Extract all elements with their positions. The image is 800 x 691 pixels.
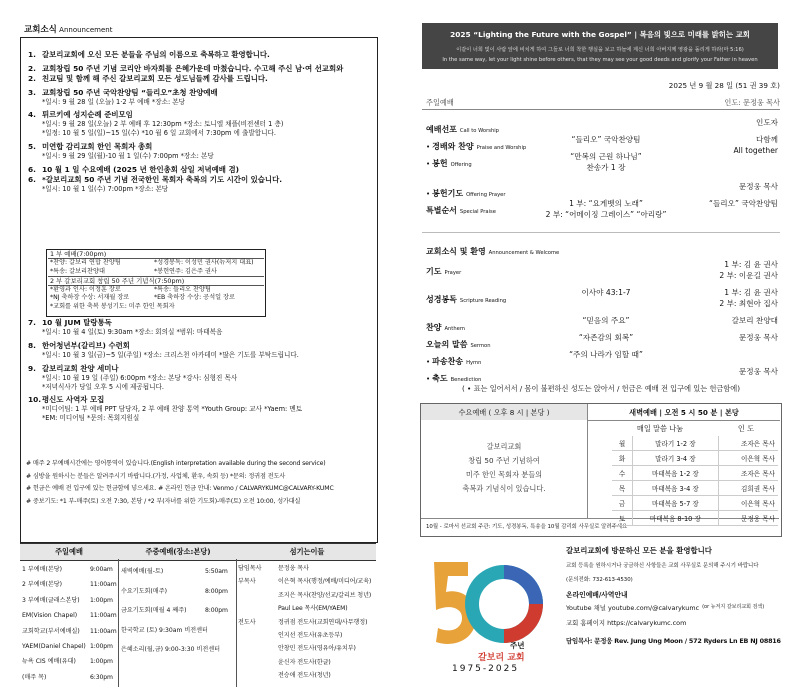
worship-order-leader	[719, 259, 778, 281]
wed-message-line: 갈보리교회	[486, 442, 522, 451]
dawn-day: 목	[612, 481, 633, 496]
schedule-col3-title: 섬기는이들	[289, 547, 325, 556]
schedule-value: 5:50am	[205, 568, 228, 575]
schedule-row	[238, 642, 376, 655]
schedule-label: 수요기도회(매주)	[121, 587, 167, 595]
announcement-number: 9.	[28, 363, 36, 373]
worship-detail-line: “만복의 근원 하나님”	[570, 152, 642, 161]
schedule-value: 6:30pm	[90, 673, 113, 681]
worship-detail-line: “들리오” 국악찬양팀	[571, 135, 641, 144]
schedule-value: 1:00pm	[90, 658, 113, 666]
announcement-heading	[28, 364, 373, 374]
schedule-row	[22, 639, 118, 654]
anniversary-program	[48, 250, 264, 311]
announcement-number: 1.	[28, 50, 36, 59]
worship-order-row	[426, 134, 780, 155]
welcome-block	[566, 546, 782, 645]
announcement-heading	[28, 318, 373, 328]
worship-order-en: Call to Worship	[459, 128, 499, 134]
worship-order-kr: 특별순서	[426, 206, 457, 215]
standing-bullet: •	[426, 375, 431, 383]
order-mid-rule	[422, 232, 780, 233]
announcement-number: 8.	[28, 340, 36, 350]
schedule-value: 8:00pm	[205, 587, 228, 595]
announcement-text: 교회창립 50 주년 국악찬양팀 “들리오”초청 찬양예배	[42, 87, 218, 97]
dawn-day: 수	[612, 466, 633, 481]
worship-order-leader	[739, 181, 778, 192]
dawn-day: 금	[612, 496, 633, 511]
worship-order-en: Special Praise	[459, 209, 496, 215]
worship-order-en: Praise and Worship	[476, 145, 527, 151]
announcement-text: 10 월 1 일 수요예배 (2025 년 한인총회 삼일 저녁예배 겸)	[42, 164, 239, 174]
worship-order-title	[426, 287, 506, 306]
worship-notice: ( • 표는 일어서서 / 몸이 불편하신 성도는 앉아서 / 헌금은 예배 전 입구에 있는 헌금함에)	[461, 384, 741, 393]
banner-title: 2025 “Lighting the Future with the Gospel” | 복음의 빛으로 미래를 밝히는 교회	[450, 30, 750, 39]
wed-divider	[587, 404, 588, 518]
service-label: 주일예배	[426, 98, 454, 107]
announcement-detail: *일시: 10 월 3 일(금)~5 일(주일) *장소: 크리스천 아카데미 *많은 기도를 부탁드립니다.	[42, 350, 299, 359]
schedule-label	[238, 589, 278, 602]
worship-leader-line: 인도자	[755, 118, 778, 127]
schedule-value: 윤신자 전도사(한글)	[278, 658, 331, 666]
youtube-line	[566, 603, 782, 612]
schedule-label: 전도사	[238, 618, 256, 626]
worship-order-detail	[526, 349, 686, 360]
wed-message-line: 미주 한인 목회자 분들의	[465, 470, 543, 479]
banner-verse-en: In the same way, let your light shine before others, that they may see your good deeds and glorify your Father in heaven	[442, 57, 758, 63]
dawn-title: 새벽예배 | 오전 5 시 50 분 | 본당	[629, 408, 739, 417]
schedule-row	[238, 656, 376, 669]
schedule-value: 9:00am	[90, 566, 113, 573]
dawn-row	[612, 466, 778, 481]
schedule-label	[238, 602, 278, 615]
schedule-value: 이은혁 목사(행정/예배/미디어/교육)	[278, 578, 372, 586]
announcement-heading	[28, 395, 373, 405]
worship-order-row	[426, 198, 780, 228]
worship-order-row	[426, 181, 780, 198]
worship-leader-line: 2 부: 최현아 집사	[719, 299, 778, 308]
announcement-text: 교회창립 50 주년 기념 코리안 바자회를 은혜가운데 마쳤습니다. 수고해 주신 남·여 선교회와	[42, 63, 344, 73]
worship-leader-line: 다함께	[755, 135, 778, 144]
program-row	[48, 259, 264, 267]
worship-order-title	[426, 366, 481, 385]
announcement-text: 10 월 JUM 탈랑통독	[42, 318, 112, 327]
announcement-item	[28, 110, 373, 138]
announcement-item	[28, 165, 373, 194]
schedule-row	[238, 575, 376, 588]
welcome-phone: (문의전화: 732-613-4530)	[566, 577, 633, 584]
schedule-value: 1:00pm	[90, 596, 113, 604]
announcement-item	[28, 341, 373, 360]
schedule-value: 문정웅 목사	[278, 565, 309, 572]
service-leader: 인도: 문정웅 목사	[724, 98, 780, 107]
announcement-item	[28, 142, 373, 161]
worship-order-en: Scripture Reading	[459, 298, 507, 304]
schedule-value: Paul Lee 목사(EM/YAEM)	[278, 605, 348, 613]
schedule-value: 인지선 전도사(유초등부)	[278, 632, 343, 640]
worship-order-detail	[526, 151, 686, 173]
dawn-row	[612, 436, 778, 451]
announcement-list-2	[28, 318, 373, 427]
worship-leader-line: 문정웅 목사	[738, 182, 778, 191]
announcement-text: 미연합 감리교회 한인 목회자 총회	[42, 142, 153, 152]
worship-order-en: Sermon	[470, 343, 491, 349]
schedule-label: EM(Vision Chapel)	[22, 612, 78, 620]
schedule-label: 금요기도회(매월 4 째주)	[121, 607, 187, 615]
announcement-detail: *일정: 10 월 5 일(일)~15 일(수) *10 월 6 일 교회에서 7:30pm 에 출발합니다.	[42, 129, 276, 138]
announcement-detail: *일시: 10 월 1 일(수) 7:00pm *장소: 본당	[42, 184, 169, 193]
schedule-divider-1	[118, 559, 119, 687]
dawn-passage: 마태복음 5-7 장	[633, 496, 719, 511]
announcement-heading	[28, 74, 373, 84]
worship-order-kr: 경배와 찬양	[432, 142, 474, 151]
worship-order-row	[426, 239, 780, 259]
standing-bullet: •	[426, 143, 431, 151]
announcement-number: 4.	[28, 110, 36, 120]
dawn-row	[612, 496, 778, 511]
announcement-number: 3.	[28, 87, 36, 97]
schedule-row	[22, 654, 118, 669]
schedule-label: 교회학교(부서예배실)	[22, 627, 80, 635]
schedule-servants	[238, 562, 376, 683]
program-row	[48, 294, 264, 302]
program-cell: *환영과 인사: 이정훈 장로	[50, 286, 121, 294]
worship-order-en: Hymn	[466, 360, 482, 366]
announcement-detail: *미디어팀: 1 부 예배 PPT 담당자, 2 부 예배 찬양 통역 *Youth Group: 교사 *Yaem: 멘토	[42, 405, 303, 414]
dawn-leader: 김희권 목사	[718, 481, 778, 496]
welcome-title: 갈보리교회에 방문하신 모든 분을 환영합니다	[566, 546, 712, 555]
schedule-label: YAEM(Daniel Chapel)	[22, 643, 86, 651]
program-cell: *봉헌연주: 김은주 권사	[154, 267, 217, 275]
dawn-passage: 마태복음 8-10 장	[633, 511, 719, 526]
schedule-row	[121, 562, 235, 582]
program-cell: *교회를 위한 축복 봉성기도: 미주 한인 목회자	[50, 302, 175, 310]
dawn-row	[612, 481, 778, 496]
worship-order-kr: 찬양	[426, 323, 442, 332]
worship-detail-line: “믿음의 주요”	[582, 316, 630, 325]
announcement-detail: *일시: 10 월 19 일 (주일) 6:00pm *장소: 본당 *강사: 심형진 목사	[42, 373, 238, 382]
program-cell: *NJ 축하장 수상: 서재월 장로	[50, 294, 130, 302]
worship-order-title	[426, 198, 496, 217]
theme-banner	[422, 23, 778, 69]
schedule-value: 1:00pm	[90, 643, 113, 651]
worship-order-en: Benediction	[450, 377, 482, 383]
schedule-divider-2	[236, 559, 237, 687]
pastor-address: 담임목사: 문정웅 Rev. Jung Ung Moon / 572 Ryders Ln EB NJ 08816	[566, 636, 781, 645]
announcement-heading	[28, 175, 373, 185]
worship-order-en: Announcement & Welcome	[488, 250, 560, 256]
worship-order-detail	[526, 134, 686, 145]
wed-message-line: 창립 50 주년 기념하여	[468, 456, 540, 465]
wed-footnote: 10월 - 로마서 선교회 주관: 기도, 성경봉독, 특송을 10월 감리회 사무실로 알려주세요	[426, 524, 628, 530]
worship-leader-line: 2 부: 이운길 권사	[719, 271, 778, 280]
worship-order-kr: 오늘의 말씀	[426, 340, 468, 349]
announcement-heading	[28, 88, 373, 98]
note-line: # 심방을 원하시는 분들은 알려주시기 바랍니다.(가정, 사업체, 환우, 속회 등) *문의: 정귀점 전도사	[26, 472, 286, 480]
worship-order-row	[426, 259, 780, 287]
announcement-text: *갈보리교회 50 주년 기념 전국한인 목회자 축복의 기도 시간이 있습니다.	[42, 174, 283, 184]
worship-order-kr: 축도	[432, 374, 448, 383]
dawn-day: 월	[612, 436, 633, 451]
announcement-number: 5.	[28, 142, 36, 152]
schedule-label: 한국학교 (토) 9:30am 비전센터	[121, 626, 208, 634]
schedule-label	[238, 656, 278, 669]
schedule-row	[22, 562, 118, 577]
schedule-label: 새벽예배(월-토)	[121, 568, 164, 575]
wed-message-line: 축복과 기념식이 있습니다.	[462, 484, 546, 493]
schedule-row	[238, 602, 376, 615]
schedule-value: 전승애 전도사(청년)	[278, 672, 331, 680]
worship-order-kr: 성경봉독	[426, 295, 457, 304]
worship-order-row	[426, 332, 780, 349]
announcement-detail: *일시: 9 월 28 일(오늘) 2 부 예배 후 12:30pm *장소: 토니엘 채플(비전센터 1 층)	[42, 120, 284, 129]
worship-leader-line: 1 부: 김 윤 권사	[724, 260, 778, 269]
schedule-value: 안창민 전도사(영유아/유치부)	[278, 645, 356, 653]
schedule-sunday	[22, 562, 118, 685]
announcement-detail: *일시: 9 월 28 일 (오늘) 1·2 부 예배 *장소: 본당	[42, 97, 186, 106]
worship-detail-line: 2 부: “어메이징 그레이스” “아리랑”	[545, 210, 667, 219]
logo-suffix: 주년	[510, 641, 525, 650]
standing-bullet: •	[426, 160, 431, 168]
announcement-item	[28, 318, 373, 337]
schedule-label: 은혜소리(월,금) 9:00-3:30 비전센터	[121, 646, 220, 654]
announcement-list	[28, 50, 373, 198]
worship-detail-line: 찬송가 1 장	[586, 163, 626, 172]
worship-order-row	[426, 349, 780, 366]
worship-detail-line: 1 부: “요게벳의 노래”	[569, 199, 643, 208]
worship-detail-line: 이사야 43:1-7	[581, 288, 631, 297]
schedule-row	[22, 608, 118, 623]
announcement-heading	[28, 50, 373, 60]
schedule-label: (매주 목)	[22, 673, 47, 681]
program-part-title: 1 부 예배(7:00pm)	[48, 250, 264, 259]
banner-verse-kr: 이같이 너희 빛이 사람 앞에 비치게 하여 그들로 너희 착한 행실을 보고 하늘에 계신 너희 아버지께 영광을 돌리게 하라(마 5:16)	[456, 47, 744, 53]
program-cell: *특송: 들리오 찬양팀	[154, 286, 211, 294]
logo-years: 1975-2025	[452, 664, 520, 674]
schedule-row	[22, 670, 118, 685]
schedule-label	[238, 642, 278, 655]
announcement-number: 6.	[28, 174, 36, 184]
dawn-title-rule	[588, 420, 780, 421]
schedule-row	[238, 669, 376, 682]
worship-order-row	[426, 315, 780, 332]
dawn-schedule-table	[612, 436, 778, 526]
standing-bullet: •	[426, 358, 431, 366]
announcement-number: 2.	[28, 63, 36, 73]
note-line: # 중보기도: *1 부-매주(토) 오전 7:30, 본당 / *2 부(자녀를 위한 기도회)-매주(토) 오전 10:00, 성가대실	[26, 497, 301, 505]
announcement-number: 2.	[28, 73, 36, 83]
worship-leader-line: 문정웅 목사	[738, 367, 778, 376]
schedule-value: 8:00pm	[205, 607, 228, 615]
worship-order-title	[426, 239, 559, 258]
announcement-heading	[28, 142, 373, 152]
homepage-link[interactable]: 교회 홈페이지 https://calvarykumc.com	[566, 618, 687, 627]
announcement-item	[28, 395, 373, 423]
note-line: # 매주 2 부예배시간에는 영어통역이 있습니다.(English interpretation available during the second service)	[26, 460, 326, 467]
announcement-item	[28, 64, 373, 84]
schedule-label: 부목사	[238, 578, 256, 586]
schedule-row	[238, 562, 376, 575]
youtube-link[interactable]: Youtube 채널 youtube.com/@calvarykumc	[566, 603, 700, 612]
worship-order-en: Anthem	[444, 326, 465, 332]
worship-order-en: Offering Prayer	[466, 192, 506, 198]
dawn-col-word: 매일 말씀 나눔	[636, 424, 684, 433]
announcement-text: 한어청년부(갈리브) 수련회	[42, 340, 130, 350]
worship-order-leader	[756, 117, 778, 128]
worship-leader-line: 갈보리 찬양대	[731, 316, 778, 325]
worship-order-row	[426, 366, 780, 383]
announcement-detail: *저녁식사가 당일 오후 5 시에 제공됩니다.	[42, 382, 164, 391]
schedule-col1-title: 주일예배	[55, 547, 83, 556]
announcement-detail: *일시: 9 월 29 일(월)-10 월 1 일(수) 7:00pm *장소: 본당	[42, 152, 214, 161]
worship-order-row	[426, 151, 780, 181]
announcement-item	[28, 88, 373, 107]
dawn-leader: 이은혁 목사	[718, 496, 778, 511]
logo-church: 갈보리 교회	[478, 653, 525, 663]
anniversary-logo	[422, 548, 552, 678]
dawn-day: 토	[612, 511, 633, 526]
announcement-heading	[28, 110, 373, 120]
worship-order-leader	[709, 198, 778, 209]
worship-order-leader	[732, 315, 778, 326]
program-row	[48, 303, 264, 311]
program-cell: *성경봉독: 이성민 권사(뉴저지 대표)	[154, 259, 254, 267]
announcement-text: 친교팀 및 함께 해 주신 갈보리교회 모든 성도님들께 감사를 드립니다.	[42, 73, 268, 83]
worship-order-leader	[739, 332, 778, 343]
worship-detail-line: “주의 나라가 임할 때”	[569, 350, 643, 359]
dawn-col-lead: 인 도	[737, 424, 755, 433]
schedule-value: 11:00am	[90, 581, 117, 589]
worship-order-kr: 기도	[426, 267, 442, 276]
worship-order-detail	[526, 332, 686, 343]
announcement-text: 평신도 사역자 모집	[42, 395, 105, 405]
schedule-row	[121, 621, 235, 641]
schedule-row	[238, 589, 376, 602]
schedule-row	[121, 582, 235, 602]
schedule-value: 정귀점 전도사(교회연대/사무행정)	[278, 618, 368, 626]
schedule-label: 2 부예배(본당)	[22, 581, 63, 589]
worship-order-detail	[526, 287, 686, 298]
dawn-passage: 말라기 3-4 장	[633, 451, 719, 466]
announcement-number: 10.	[28, 395, 42, 405]
announcement-heading	[28, 341, 373, 351]
worship-order-kr: 봉헌기도	[432, 189, 464, 198]
worship-order-kr: 교회소식 및 환영	[426, 247, 486, 256]
announcement-text: 갈보리교회 찬양 세미나	[42, 363, 119, 373]
schedule-col2-title: 주중예배(장소:본당)	[145, 547, 211, 556]
general-notes	[26, 458, 376, 508]
worship-order-leader	[739, 366, 778, 377]
program-cell: *특송: 갈보리찬양대	[50, 267, 105, 275]
dawn-passage: 마태복음 1-2 장	[633, 466, 719, 481]
announcement-item	[28, 50, 373, 60]
worship-order-kr: 봉헌	[432, 159, 448, 168]
schedule-value: 11:00am	[90, 627, 117, 635]
announcement-text: 튀르키예 성지순례 준비모임	[42, 110, 133, 120]
schedule-label: 뉴욕 CIS 예배(유대)	[22, 658, 76, 666]
worship-order-en: Prayer	[444, 270, 462, 276]
dawn-passage: 마태복음 3-4 장	[633, 481, 719, 496]
schedule-row	[238, 629, 376, 642]
worship-order-en: Offering	[450, 162, 472, 168]
schedule-row	[121, 640, 235, 660]
note-line: # 헌금은 예배 전 입구에 있는 헌금함에 넣으세요. # 온라인 헌금 안내: Venmo / CALVARYKUMC@CALVARY-KUMC	[26, 485, 334, 493]
dawn-passage: 말라기 1-2 장	[633, 436, 719, 451]
schedule-row	[22, 577, 118, 592]
order-of-worship-2	[426, 239, 780, 383]
worship-order-detail	[526, 315, 686, 326]
schedule-row	[238, 616, 376, 629]
worship-leader-line: All together	[733, 146, 778, 155]
dawn-leader: 조자은 목사	[718, 436, 778, 451]
dawn-leader: 문정웅 목사	[718, 511, 778, 526]
announcement-text: 갈보리교회에 오신 모든 분들을 주님의 이름으로 축복하고 환영합니다.	[42, 50, 270, 59]
worship-detail-line: “자존감의 회복”	[578, 333, 634, 342]
worship-leader-line: 1 부: 김 윤 권사	[724, 288, 778, 297]
announcement-header: 교회소식 Announcement	[24, 25, 113, 35]
schedule-row	[22, 624, 118, 639]
schedule-value: 11:00am	[90, 612, 117, 620]
order-of-worship-1	[426, 117, 780, 228]
schedule-row	[22, 593, 118, 608]
worship-leader-line: 문정웅 목사	[738, 333, 778, 342]
worship-order-row	[426, 287, 780, 315]
standing-bullet: •	[426, 190, 431, 198]
schedule-label	[238, 669, 278, 682]
online-title: 온라인예배/사역안내	[566, 591, 628, 600]
worship-order-detail	[526, 198, 686, 220]
announcement-detail: *EM: 미디어팀 *문의: 목회지원실	[42, 414, 140, 423]
worship-order-title	[426, 259, 461, 278]
dawn-row	[612, 511, 778, 526]
program-cell: *찬양: 갈보리 연합 찬양팀	[50, 259, 121, 267]
schedule-value: 조지은 목사(찬양/선교/갈리브 청년)	[278, 591, 372, 599]
schedule-label: 담임목사	[238, 565, 262, 572]
worship-leader-line: “들리오” 국악찬양팀	[709, 199, 778, 208]
worship-order-kr: 파송찬송	[432, 357, 464, 366]
program-row	[48, 268, 264, 276]
worship-order-kr: 예배선포	[426, 125, 457, 134]
announcement-number: 7.	[28, 318, 36, 327]
program-cell: *EB 축하장 수상: 공석일 장로	[154, 294, 235, 302]
program-part-title: 2 부 갈보리교회 창립 50 주년 기념식(7:50pm)	[48, 276, 264, 286]
dawn-leader: 조자은 목사	[718, 466, 778, 481]
announcement-number: 6.	[28, 164, 36, 174]
welcome-body: 교회 등록을 원하시거나 궁금하신 사항들은 교회 사무실로 문의해 주시기 바랍니다	[566, 563, 759, 570]
bulletin-date: 2025 년 9 월 28 일 (51 권 39 호)	[668, 81, 780, 90]
schedule-label	[238, 629, 278, 642]
youtube-note: (or 뉴저지 갈보리교회 검색)	[702, 603, 765, 610]
schedule-row	[121, 601, 235, 621]
schedule-weekday	[121, 562, 235, 660]
schedule-label: 3 부예배(글래스본당)	[22, 596, 80, 604]
wed-message	[421, 440, 587, 496]
order-top-rule	[422, 109, 780, 110]
announcement-detail: *일시: 10 월 4 일(토) 9:30am *장소: 회의실 *범위: 마태복음	[42, 328, 223, 336]
worship-order-leader	[719, 287, 778, 309]
announcement-heading	[28, 165, 373, 175]
announcement-heading	[28, 64, 373, 74]
dawn-row	[612, 451, 778, 466]
wed-title: 수요예배 ( 오후 8 시 | 본당 )	[458, 408, 550, 417]
dawn-day: 화	[612, 451, 633, 466]
worship-order-row	[426, 117, 780, 134]
worship-order-title	[426, 151, 472, 170]
schedule-label: 1 부예배(본당)	[22, 566, 63, 573]
dawn-leader: 이은혁 목사	[718, 451, 778, 466]
announcement-item	[28, 364, 373, 392]
